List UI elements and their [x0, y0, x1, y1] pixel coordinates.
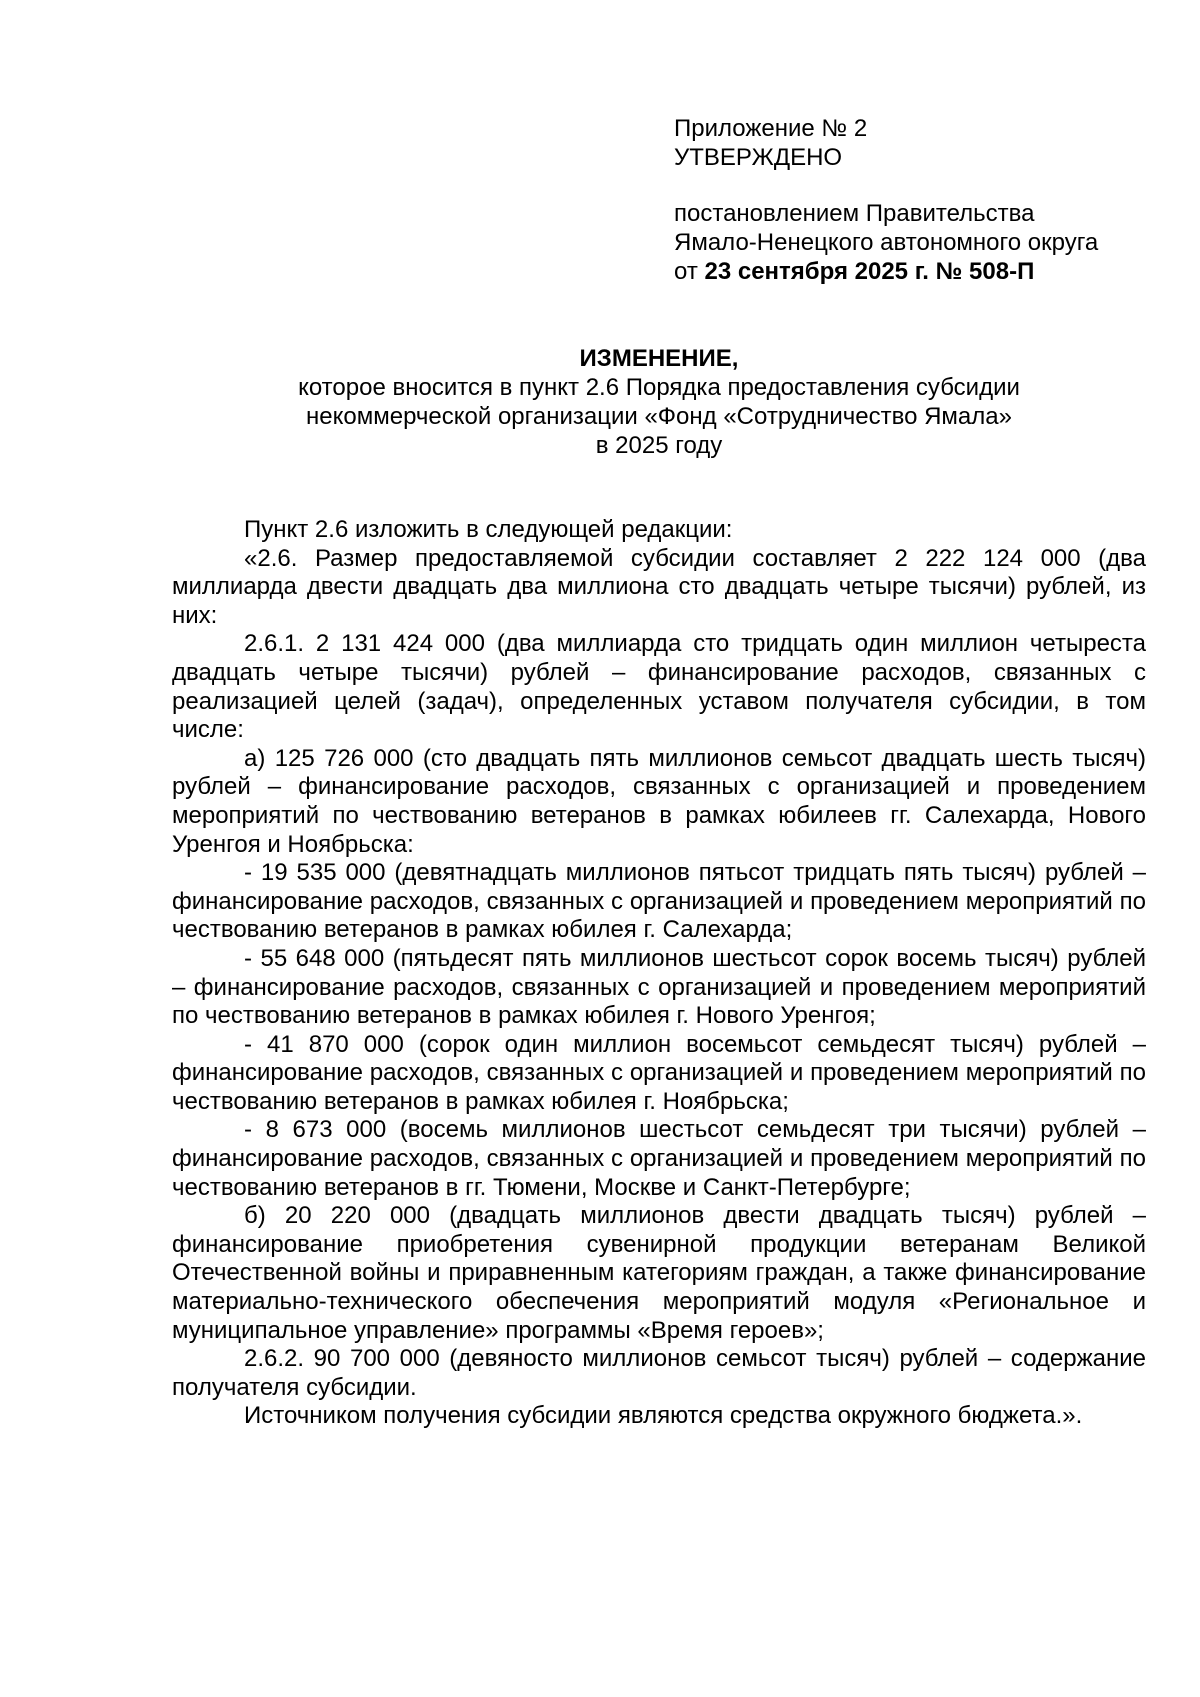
document-body — [172, 516, 1146, 1431]
body-paragraph: б) 20 220 000 (двадцать миллионов двести двадцать тысяч) рублей – финансирование приобретения сувенирной продукции ветеранам Великой Отечественной войны и приравненным категориям граждан, а также финансирование материально-технического обеспечения мероприятий модуля «Региональное и муниципальное управление» программы «Время героев»; — [172, 1202, 1146, 1344]
approval-block — [674, 114, 1174, 286]
heading-line: некоммерческой организации «Фонд «Сотрудничество Ямала» — [306, 403, 1012, 430]
body-paragraph: - 8 673 000 (восемь миллионов шестьсот семьдесят три тысячи) рублей – финансирование расходов, связанных с организацией и проведением мероприятий по чествованию ветеранов в гг. Тюмени, Москве и Санкт-Петербурге; — [172, 1116, 1146, 1201]
date-prefix: от — [674, 258, 705, 285]
resolution-date-line — [674, 257, 1174, 286]
spacer — [674, 172, 1174, 199]
body-paragraph: - 41 870 000 (сорок один миллион восемьсот семьдесят тысяч) рублей – финансирование расходов, связанных с организацией и проведением мероприятий по чествованию ветеранов в рамках юбилея г. Ноябрьска; — [172, 1030, 1146, 1115]
appendix-number: Приложение № 2 — [674, 115, 868, 142]
body-paragraph: 2.6.1. 2 131 424 000 (два миллиарда сто тридцать один миллион четыреста двадцать четыре тысячи) рублей – финансирование расходов, связанных с реализацией целей (задач), определенных уставом получателя субсидии, в том числе: — [172, 630, 1146, 744]
resolution-line: постановлением Правительства — [674, 200, 1035, 227]
body-paragraph: - 19 535 000 (девятнадцать миллионов пятьсот тридцать пять тысяч) рублей – финансирование расходов, связанных с организацией и проведением мероприятий по чествованию ветеранов в рамках юбилея г. Салехарда; — [172, 859, 1146, 944]
resolution-date-number: 23 сентября 2025 г. № 508-П — [704, 258, 1035, 285]
body-paragraph: «2.6. Размер предоставляемой субсидии составляет 2 222 124 000 (два миллиарда двести двадцать два миллиона сто двадцать четыре тысячи) рублей, из них: — [172, 544, 1146, 629]
body-paragraph: а) 125 726 000 (сто двадцать пять миллионов семьсот двадцать шесть тысяч) рублей – финансирование расходов, связанных с организацией и проведением мероприятий по чествованию ветеранов в рамках юбилеев гг. Салехарда, Нового Уренгоя и Ноябрьска: — [172, 744, 1146, 858]
document-heading — [172, 344, 1146, 460]
heading-line: которое вносится в пункт 2.6 Порядка предоставления субсидии — [298, 374, 1020, 401]
body-paragraph: Источником получения субсидии являются средства окружного бюджета.». — [244, 1402, 1083, 1430]
heading-line: в 2025 году — [595, 432, 723, 459]
approved-label: УТВЕРЖДЕНО — [674, 144, 843, 171]
body-paragraph: 2.6.2. 90 700 000 (девяносто миллионов семьсот тысяч) рублей – содержание получателя субсидии. — [172, 1345, 1146, 1401]
body-paragraph: Пункт 2.6 изложить в следующей редакции: — [244, 516, 733, 543]
document-title: ИЗМЕНЕНИЕ, — [579, 345, 739, 372]
body-paragraph: - 55 648 000 (пятьдесят пять миллионов шестьсот сорок восемь тысяч) рублей – финансирование расходов, связанных с организацией и проведением мероприятий по чествованию ветеранов в рамках юбилея г. Нового Уренгоя; — [172, 944, 1146, 1030]
authority-line: Ямало-Ненецкого автономного округа — [674, 229, 1099, 256]
